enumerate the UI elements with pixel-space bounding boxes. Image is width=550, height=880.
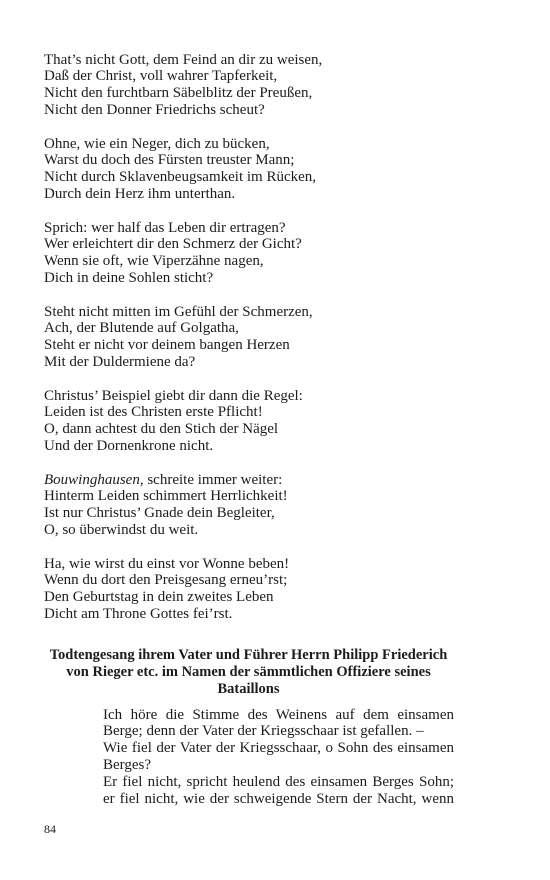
prose-line: Wie fiel der Vater der Kriegsschaar, o Sohn des einsamen (103, 740, 454, 757)
prose-line: Berge; denn der Vater der Kriegsschaar ist gefallen. – (103, 723, 424, 740)
poem-stanza (44, 388, 484, 455)
poem-stanza (44, 556, 484, 623)
prose-paragraph (103, 774, 454, 808)
page-number: 84 (44, 822, 56, 836)
poem-stanza (44, 136, 484, 203)
poem-line: Leiden ist des Christen erste Pflicht! (44, 404, 263, 421)
heading-line: Bataillons (217, 680, 280, 697)
dedicatee-name: Bouwinghausen (44, 471, 140, 488)
poem-line: Und der Dornenkrone nicht. (44, 437, 214, 454)
prose-line: Berges? (103, 756, 152, 773)
heading-line: von Rieger etc. im Namen der sämmtlichen Offiziere seines (66, 663, 431, 680)
poem-line: Sprich: wer half das Leben dir ertragen? (44, 219, 286, 236)
poem-line-text: , schreite immer weiter: (139, 471, 283, 488)
poem-line: Nicht den furchtbarn Säbelblitz der Preußen, (44, 85, 313, 102)
prose-line: Er fiel nicht, spricht heulend des einsamen Berges Sohn; (103, 773, 454, 790)
poem-line: Wenn sie oft, wie Viperzähne nagen, (44, 253, 264, 270)
prose-paragraph (103, 707, 454, 741)
heading-line: Todtengesang ihrem Vater und Führer Herrn Philipp Friederich (49, 646, 448, 663)
section-prose (103, 707, 454, 808)
poem-stanza (44, 304, 484, 371)
prose-line: Ich höre die Stimme des Weinens auf dem einsamen (103, 706, 454, 723)
poem-line: Ist nur Christus’ Gnade dein Begleiter, (44, 505, 275, 522)
poem-line: Dich in deine Sohlen sticht? (44, 269, 214, 286)
prose-paragraph (103, 740, 454, 774)
poem-line: Daß der Christ, voll wahrer Tapferkeit, (44, 68, 278, 85)
poem-line: Ha, wie wirst du einst vor Wonne beben! (44, 555, 290, 572)
poem-stanza (44, 472, 484, 539)
poem-line: Steht er nicht vor deinem bangen Herzen (44, 337, 290, 354)
poem-line: Mit der Duldermiene da? (44, 353, 196, 370)
poem-line: Durch dein Herz ihm unterthan. (44, 185, 236, 202)
poem-line: Den Geburtstag in dein zweites Leben (44, 589, 274, 606)
poem-line: Ohne, wie ein Neger, dich zu bücken, (44, 135, 270, 152)
poem-line: That’s nicht Gott, dem Feind an dir zu weisen, (44, 51, 323, 68)
poem-line: Christus’ Beispiel giebt dir dann die Regel: (44, 387, 303, 404)
poem-line: O, so überwindst du weit. (44, 521, 199, 538)
poem-line: Nicht durch Sklavenbeugsamkeit im Rücken, (44, 169, 317, 186)
poem-line: Nicht den Donner Friedrichs scheut? (44, 101, 265, 118)
poem-line: Ach, der Blutende auf Golgatha, (44, 320, 239, 337)
poem-stanza (44, 220, 484, 287)
poem (44, 52, 484, 640)
poem-line (44, 472, 484, 489)
poem-line: Wenn du dort den Preisgesang erneu’rst; (44, 572, 288, 589)
poem-line: Hinterm Leiden schimmert Herrlichkeit! (44, 488, 288, 505)
section-heading (24, 647, 473, 698)
prose-line: er fiel nicht, wie der schweigende Stern der Nacht, wenn (103, 790, 454, 807)
poem-line: Warst du doch des Fürsten treuster Mann; (44, 152, 295, 169)
poem-line: O, dann achtest du den Stich der Nägel (44, 421, 279, 438)
poem-line: Dicht am Throne Gottes fei’rst. (44, 605, 233, 622)
poem-line: Wer erleichtert dir den Schmerz der Gicht? (44, 236, 302, 253)
poem-stanza (44, 52, 484, 119)
poem-line: Steht nicht mitten im Gefühl der Schmerzen, (44, 303, 313, 320)
